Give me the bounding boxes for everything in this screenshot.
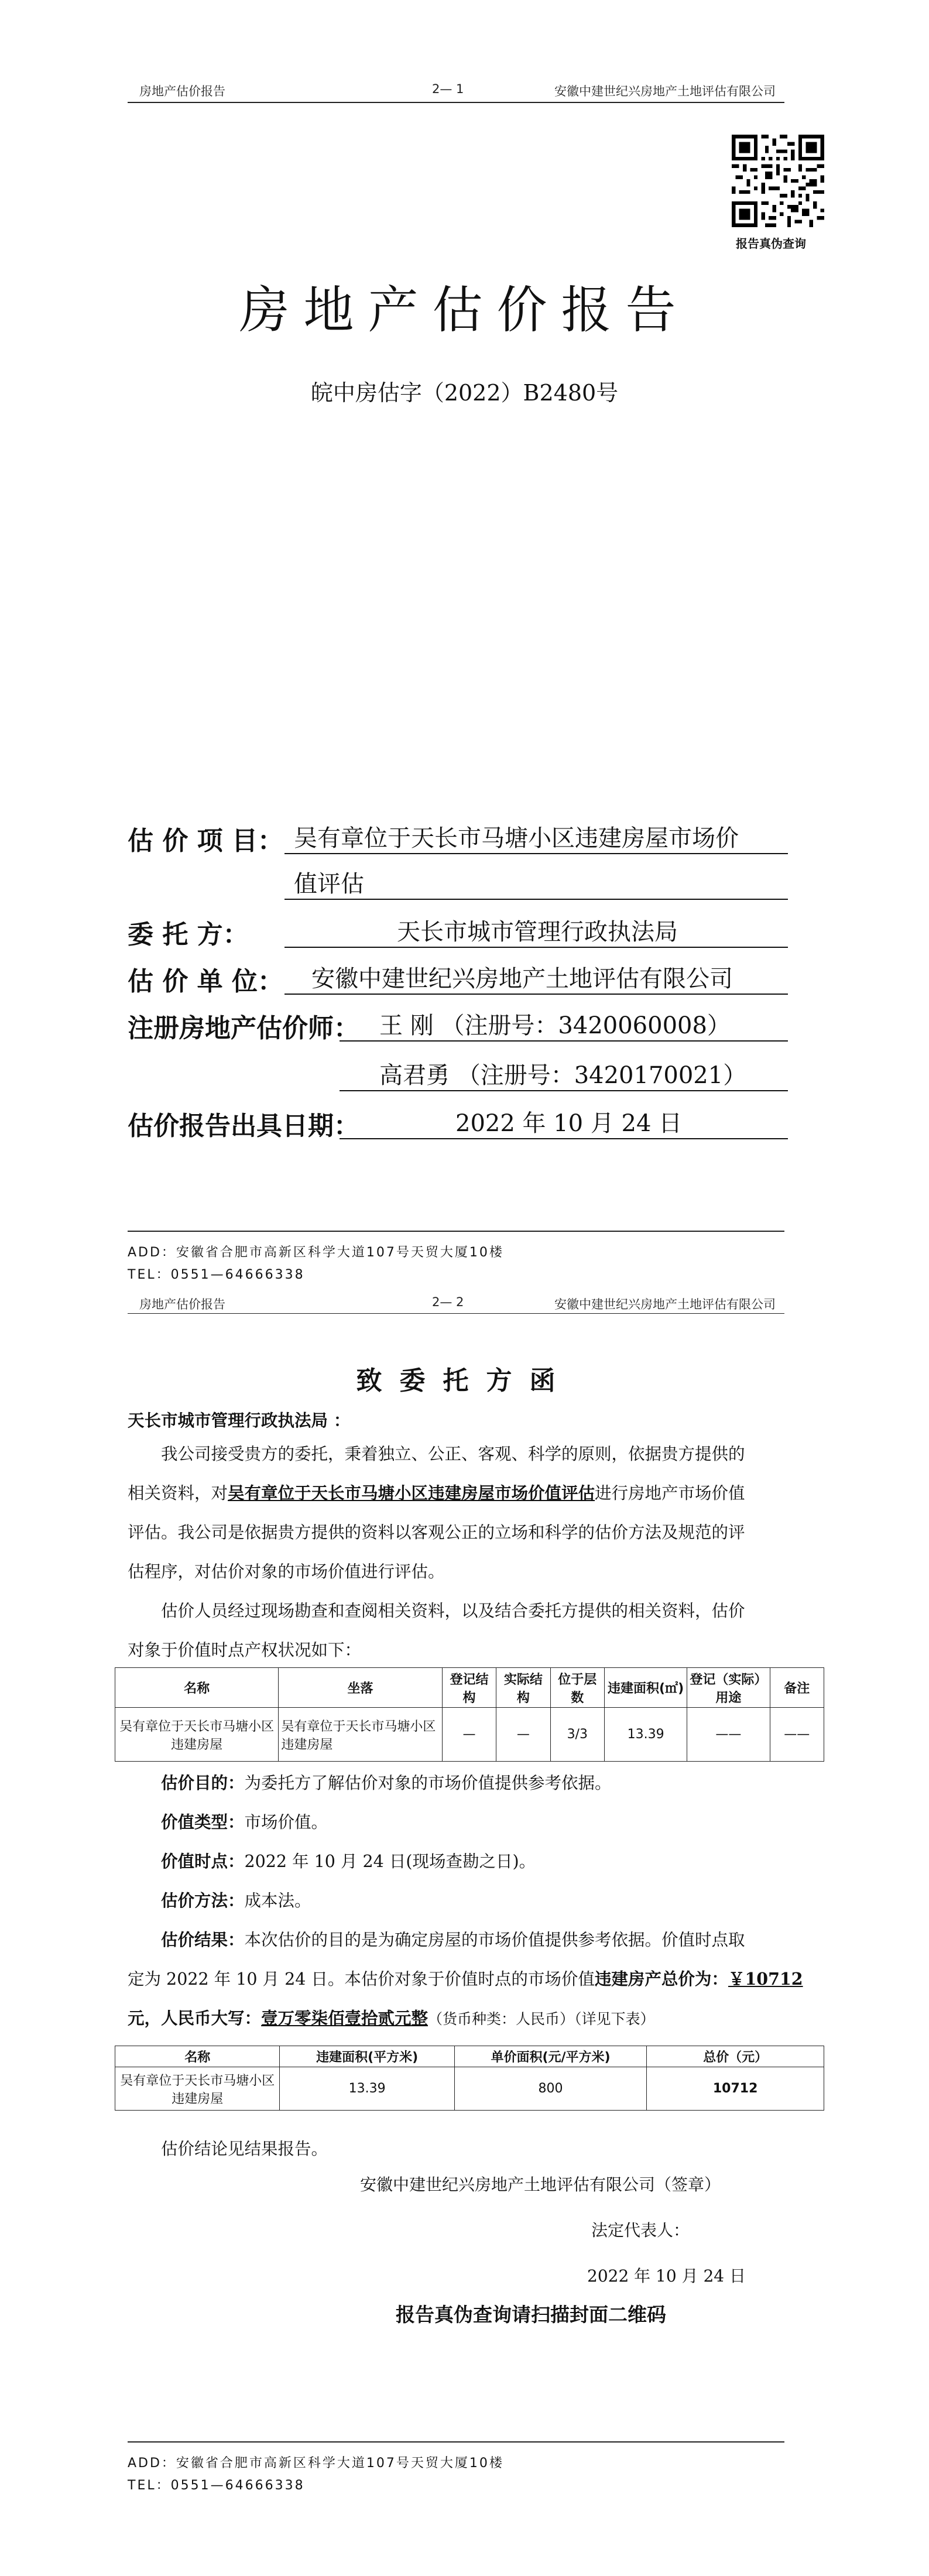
unit-label: 估 价 单 位： <box>128 967 283 996</box>
unit-value: 安徽中建世纪兴房地产土地评估有限公司 <box>311 965 733 992</box>
letter-title: 致委托方函 <box>356 1366 573 1396</box>
valuation-result-table <box>115 2046 824 2111</box>
header-page-number: 2— 1 <box>432 82 464 96</box>
signing-date: 2022 年 10 月 24 日 <box>587 2266 746 2286</box>
table-header-row: 名称 违建面积(平方米) 单价面积(元/平方米) 总价（元） <box>115 2046 824 2067</box>
project-value-line2: 值评估 <box>294 871 364 898</box>
total-value-chinese: 壹万零柒佰壹拾贰元整 <box>261 2008 428 2028</box>
legal-representative: 法定代表人： <box>591 2221 690 2240</box>
header-right: 安徽中建世纪兴房地产土地评估有限公司 <box>554 1297 776 1311</box>
table-header-row: 名称 坐落 登记结构 实际结构 位于层数 违建面积(㎡) 登记（实际）用途 备注 <box>115 1668 824 1708</box>
project-label: 估 价 项 目： <box>128 826 283 856</box>
project-name-highlight: 吴有章位于天长市马塘小区违建房屋市场价值评估 <box>228 1483 595 1503</box>
appraiser-1: 王 刚 （注册号：3420060008） <box>379 1012 731 1039</box>
header-page-number: 2— 2 <box>432 1295 464 1309</box>
header-right: 安徽中建世纪兴房地产土地评估有限公司 <box>554 84 776 98</box>
project-value-line1: 吴有章位于天长市马塘小区违建房屋市场价 <box>294 825 739 852</box>
header-left: 房地产估价报告 <box>139 84 225 98</box>
property-status-table <box>115 1667 824 1762</box>
qr-code-icon[interactable] <box>732 135 824 227</box>
footer-tel: TEL：0551—64666338 <box>128 1268 305 1282</box>
conclusion-text: 估价结论见结果报告。 <box>161 2139 328 2159</box>
client-value: 天长市城市管理行政执法局 <box>397 919 678 946</box>
table-row: 吴有章位于天长市马塘小区违建房屋 吴有章位于天长市马塘小区违建房屋 — — 3/3 13.39 —— —— <box>115 1708 824 1762</box>
table-row: 吴有章位于天长市马塘小区违建房屋 13.39 800 10712 <box>115 2067 824 2111</box>
total-value: ￥10712 <box>728 1969 803 1989</box>
appraiser-label: 注册房地产估价师： <box>128 1013 359 1043</box>
qr-caption: 报告真伪查询 <box>736 237 806 251</box>
verify-note: 报告真伪查询请扫描封面二维码 <box>396 2303 666 2326</box>
appraiser-2: 高君勇 （注册号：3420170021） <box>379 1062 747 1089</box>
footer-address: ADD：安徽省合肥市高新区科学大道107号天贸大厦10楼 <box>128 2456 504 2471</box>
client-label: 委 托 方： <box>128 920 249 950</box>
header-left: 房地产估价报告 <box>139 1297 225 1311</box>
header-rule <box>128 102 784 103</box>
report-number: 皖中房估字（2022）B2480号 <box>310 380 619 406</box>
issue-date-label: 估价报告出具日期： <box>128 1111 359 1141</box>
footer-tel: TEL：0551—64666338 <box>128 2478 305 2493</box>
issue-date-value: 2022 年 10 月 24 日 <box>455 1110 683 1137</box>
signing-company: 安徽中建世纪兴房地产土地评估有限公司（签章） <box>360 2175 721 2194</box>
report-title: 房地产估价报告 <box>239 281 690 340</box>
footer-address: ADD：安徽省合肥市高新区科学大道107号天贸大厦10楼 <box>128 1245 504 1260</box>
letter-addressee: 天长市城市管理行政执法局 ： <box>128 1410 351 1430</box>
